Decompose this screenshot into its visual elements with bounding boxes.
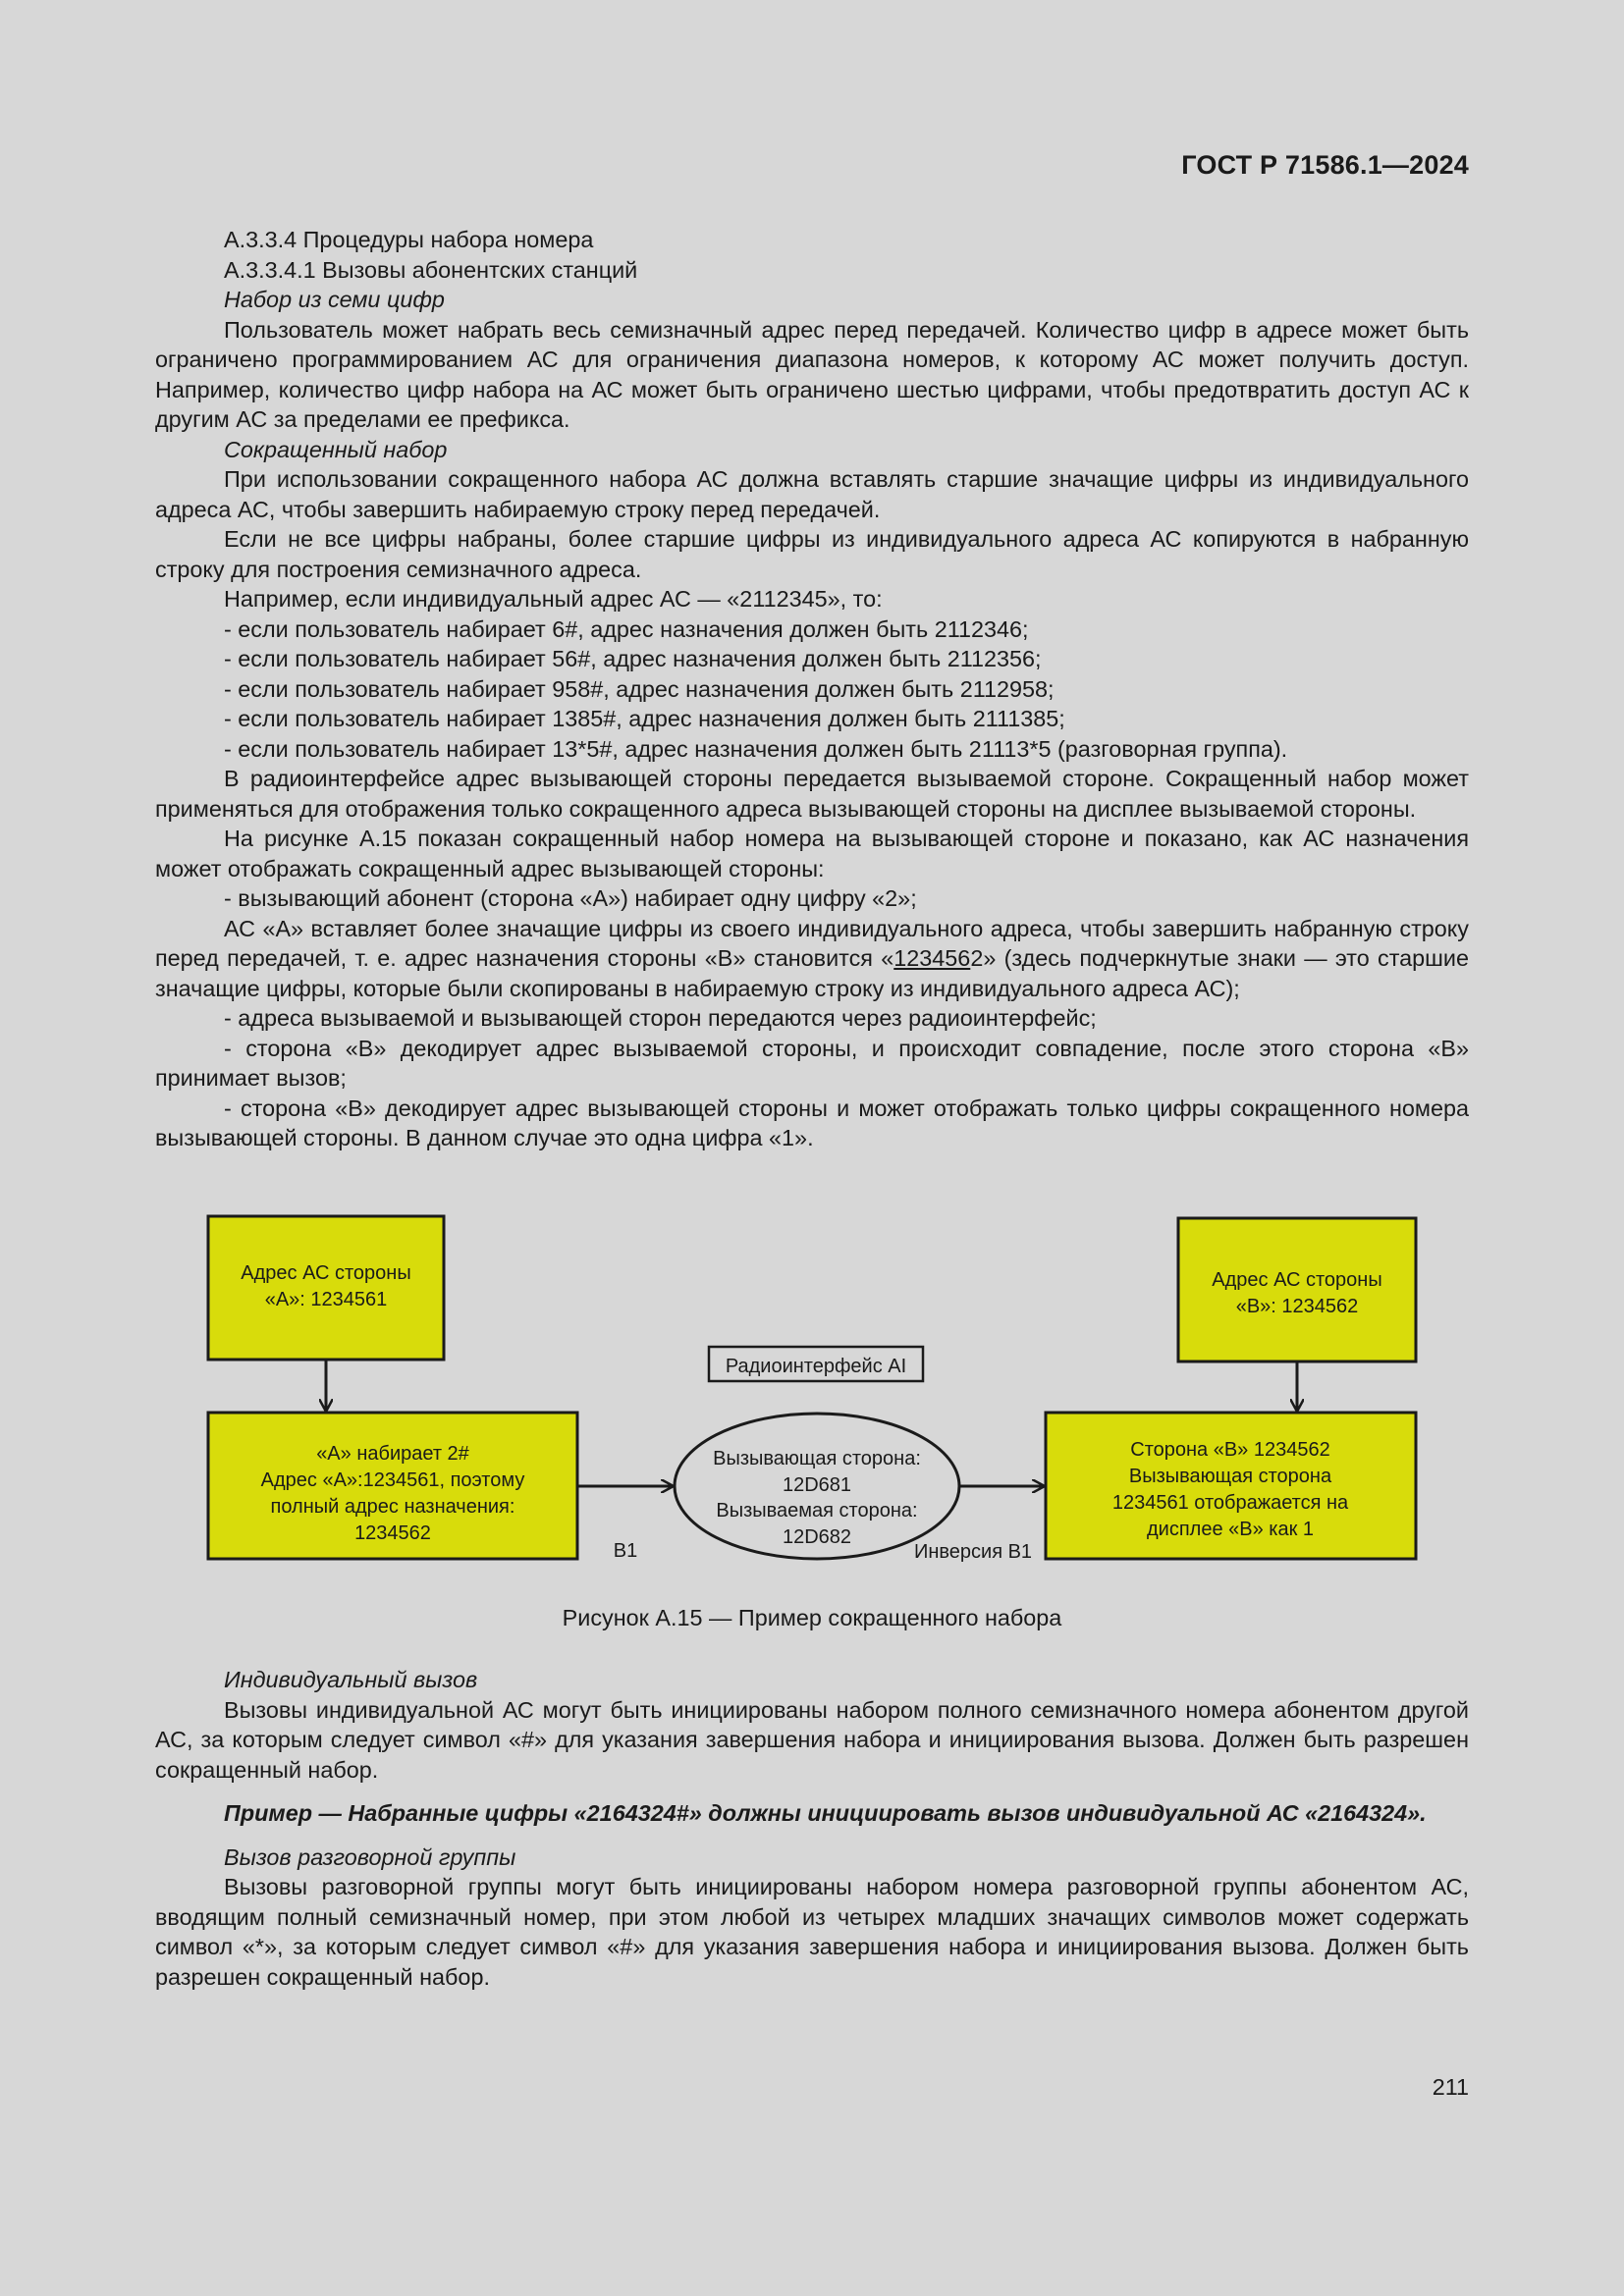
box-b-address-line: «В»: 1234562 xyxy=(1235,1296,1359,1317)
box-b-address-line: Адрес АС стороны xyxy=(1212,1269,1382,1291)
ellipse-line: 12D681 xyxy=(782,1474,852,1496)
box-b-display-line: Вызывающая сторона xyxy=(1128,1466,1332,1487)
subheading-seven-digits: Набор из семи цифр xyxy=(224,287,445,312)
underlined-digits: 123456 xyxy=(893,945,971,971)
paragraph: Вызовы разговорной группы могут быть инициированы набором номера разговорной группы абонентом АС, вводящим полный семизначный номер, при этом любой из четырех младших значащих символов может содержать символ «*», за которым следует символ «#» для указания завершения набора и инициирования вызова. Должен быть разрешен сокращенный набор. xyxy=(155,1874,1469,1990)
ellipse-line: Вызывающая сторона: xyxy=(713,1448,921,1469)
paragraph: На рисунке А.15 показан сокращенный набор номера на вызывающей стороне и показано, как АС назначения может отображать сокращенный адрес вызывающей стороны: xyxy=(155,826,1469,881)
list-item: - если пользователь набирает 6#, адрес назначения должен быть 2112346; xyxy=(224,615,1029,642)
ellipse-line: Вызываемая сторона: xyxy=(716,1500,918,1522)
list-item: - вызывающий абонент (сторона «А») набирает одну цифру «2»; xyxy=(224,885,917,911)
list-item: - если пользователь набирает 958#, адрес назначения должен быть 2112958; xyxy=(224,675,1055,702)
list-item: - сторона «В» декодирует адрес вызываемой стороны, и происходит совпадение, после этого сторона «В» принимает вызов; xyxy=(155,1035,1469,1091)
paragraph: Если не все цифры набраны, более старшие цифры из индивидуального адреса АС копируются в набранную строку для построения семизначного адреса. xyxy=(155,526,1469,582)
document-header: ГОСТ Р 71586.1—2024 xyxy=(1181,150,1469,180)
list-item: - если пользователь набирает 1385#, адрес назначения должен быть 2111385; xyxy=(224,706,1065,731)
list-item-text: АС «А» вставляет более значащие цифры из своего индивидуального адреса, чтобы завершить набранную строку перед передачей, т. е. адрес назначения стороны «В» становится « xyxy=(155,915,1469,971)
subheading-abbreviated: Сокращенный набор xyxy=(224,436,448,462)
figure-caption: Рисунок А.15 — Пример сокращенного набора xyxy=(562,1605,1062,1630)
example: Пример — Набранные цифры «2164324#» должны инициировать вызов индивидуальной АС «2164324». xyxy=(224,1800,1427,1826)
box-a-dialing-line: 1234562 xyxy=(354,1522,431,1544)
box-a-address xyxy=(208,1216,444,1360)
label-inversion-b1: Инверсия B1 xyxy=(913,1541,1033,1563)
paragraph: При использовании сокращенного набора АС должна вставлять старшие значащие цифры из индивидуального адреса АС, чтобы завершить набираемую строку перед передачей. xyxy=(155,466,1469,522)
box-b-display-line: 1234561 отображается на xyxy=(1111,1492,1349,1514)
list-item: - сторона «В» декодирует адрес вызывающей стороны и может отображать только цифры сокращенного номера вызывающей стороны. В данном случае это одна цифра «1». xyxy=(155,1095,1469,1150)
list-item: - если пользователь набирает 56#, адрес назначения должен быть 2112356; xyxy=(224,646,1042,671)
label-b1: B1 xyxy=(613,1540,638,1562)
paragraph: Пользователь может набрать весь семизначный адрес перед передачей. Количество цифр в адресе может быть ограничено программированием АС для ограничения диапазона номеров, к которому АС может получить доступ. Например, количество цифр набора на АС может быть ограничено шестью цифрами, чтобы предотвратить доступ АС к другим АС за пределами ее префикса. xyxy=(155,316,1469,432)
subsection-heading: А.3.3.4.1 Вызовы абонентских станций xyxy=(224,256,638,283)
box-a-dialing-line: полный адрес назначения: xyxy=(270,1496,515,1518)
box-b-display-line: дисплее «В» как 1 xyxy=(1146,1519,1315,1540)
page-number: 211 xyxy=(1432,2074,1469,2100)
ellipse-line: 12D682 xyxy=(782,1526,852,1548)
box-a-address-line: Адрес АС стороны xyxy=(241,1262,411,1284)
paragraph: В радиоинтерфейсе адрес вызывающей стороны передается вызываемой стороне. Сокращенный набор может применяться для отображения только сокращенного адреса вызывающей стороны на дисплее вызываемой стороны. xyxy=(155,766,1469,822)
radio-interface-label: Радиоинтерфейс AI xyxy=(725,1356,907,1377)
list-item: - адреса вызываемой и вызывающей сторон передаются через радиоинтерфейс; xyxy=(224,1005,1097,1031)
subheading-talkgroup-call: Вызов разговорной группы xyxy=(224,1843,516,1870)
section-heading: А.3.3.4 Процедуры набора номера xyxy=(224,227,594,252)
box-a-dialing-line: «А» набирает 2# xyxy=(316,1443,469,1465)
box-a-address-line: «А»: 1234561 xyxy=(264,1289,388,1310)
list-item: - если пользователь набирает 13*5#, адрес назначения должен быть 21113*5 (разговорная группа). xyxy=(224,735,1288,762)
paragraph: Вызовы индивидуальной АС могут быть инициированы набором полного семизначного номера абонентом другой АС, за которым следует символ «#» для указания завершения набора и инициирования вызова. Должен быть разрешен сокращенный набор. xyxy=(155,1696,1469,1783)
box-a-dialing-line: Адрес «А»:1234561, поэтому xyxy=(260,1469,525,1491)
list-item-text: 2» (здесь подчеркнутые знаки — это старшие значащие цифры, которые были скопированы в набираемую строку из индивидуального адреса АС); xyxy=(155,945,1470,1001)
paragraph: Например, если индивидуальный адрес АС — «2112345», то: xyxy=(224,586,883,612)
subheading-individual-call: Индивидуальный вызов xyxy=(224,1667,478,1692)
body-text-bottom xyxy=(155,1665,1469,1992)
box-b-display-line: Сторона «В» 1234562 xyxy=(1130,1439,1330,1461)
